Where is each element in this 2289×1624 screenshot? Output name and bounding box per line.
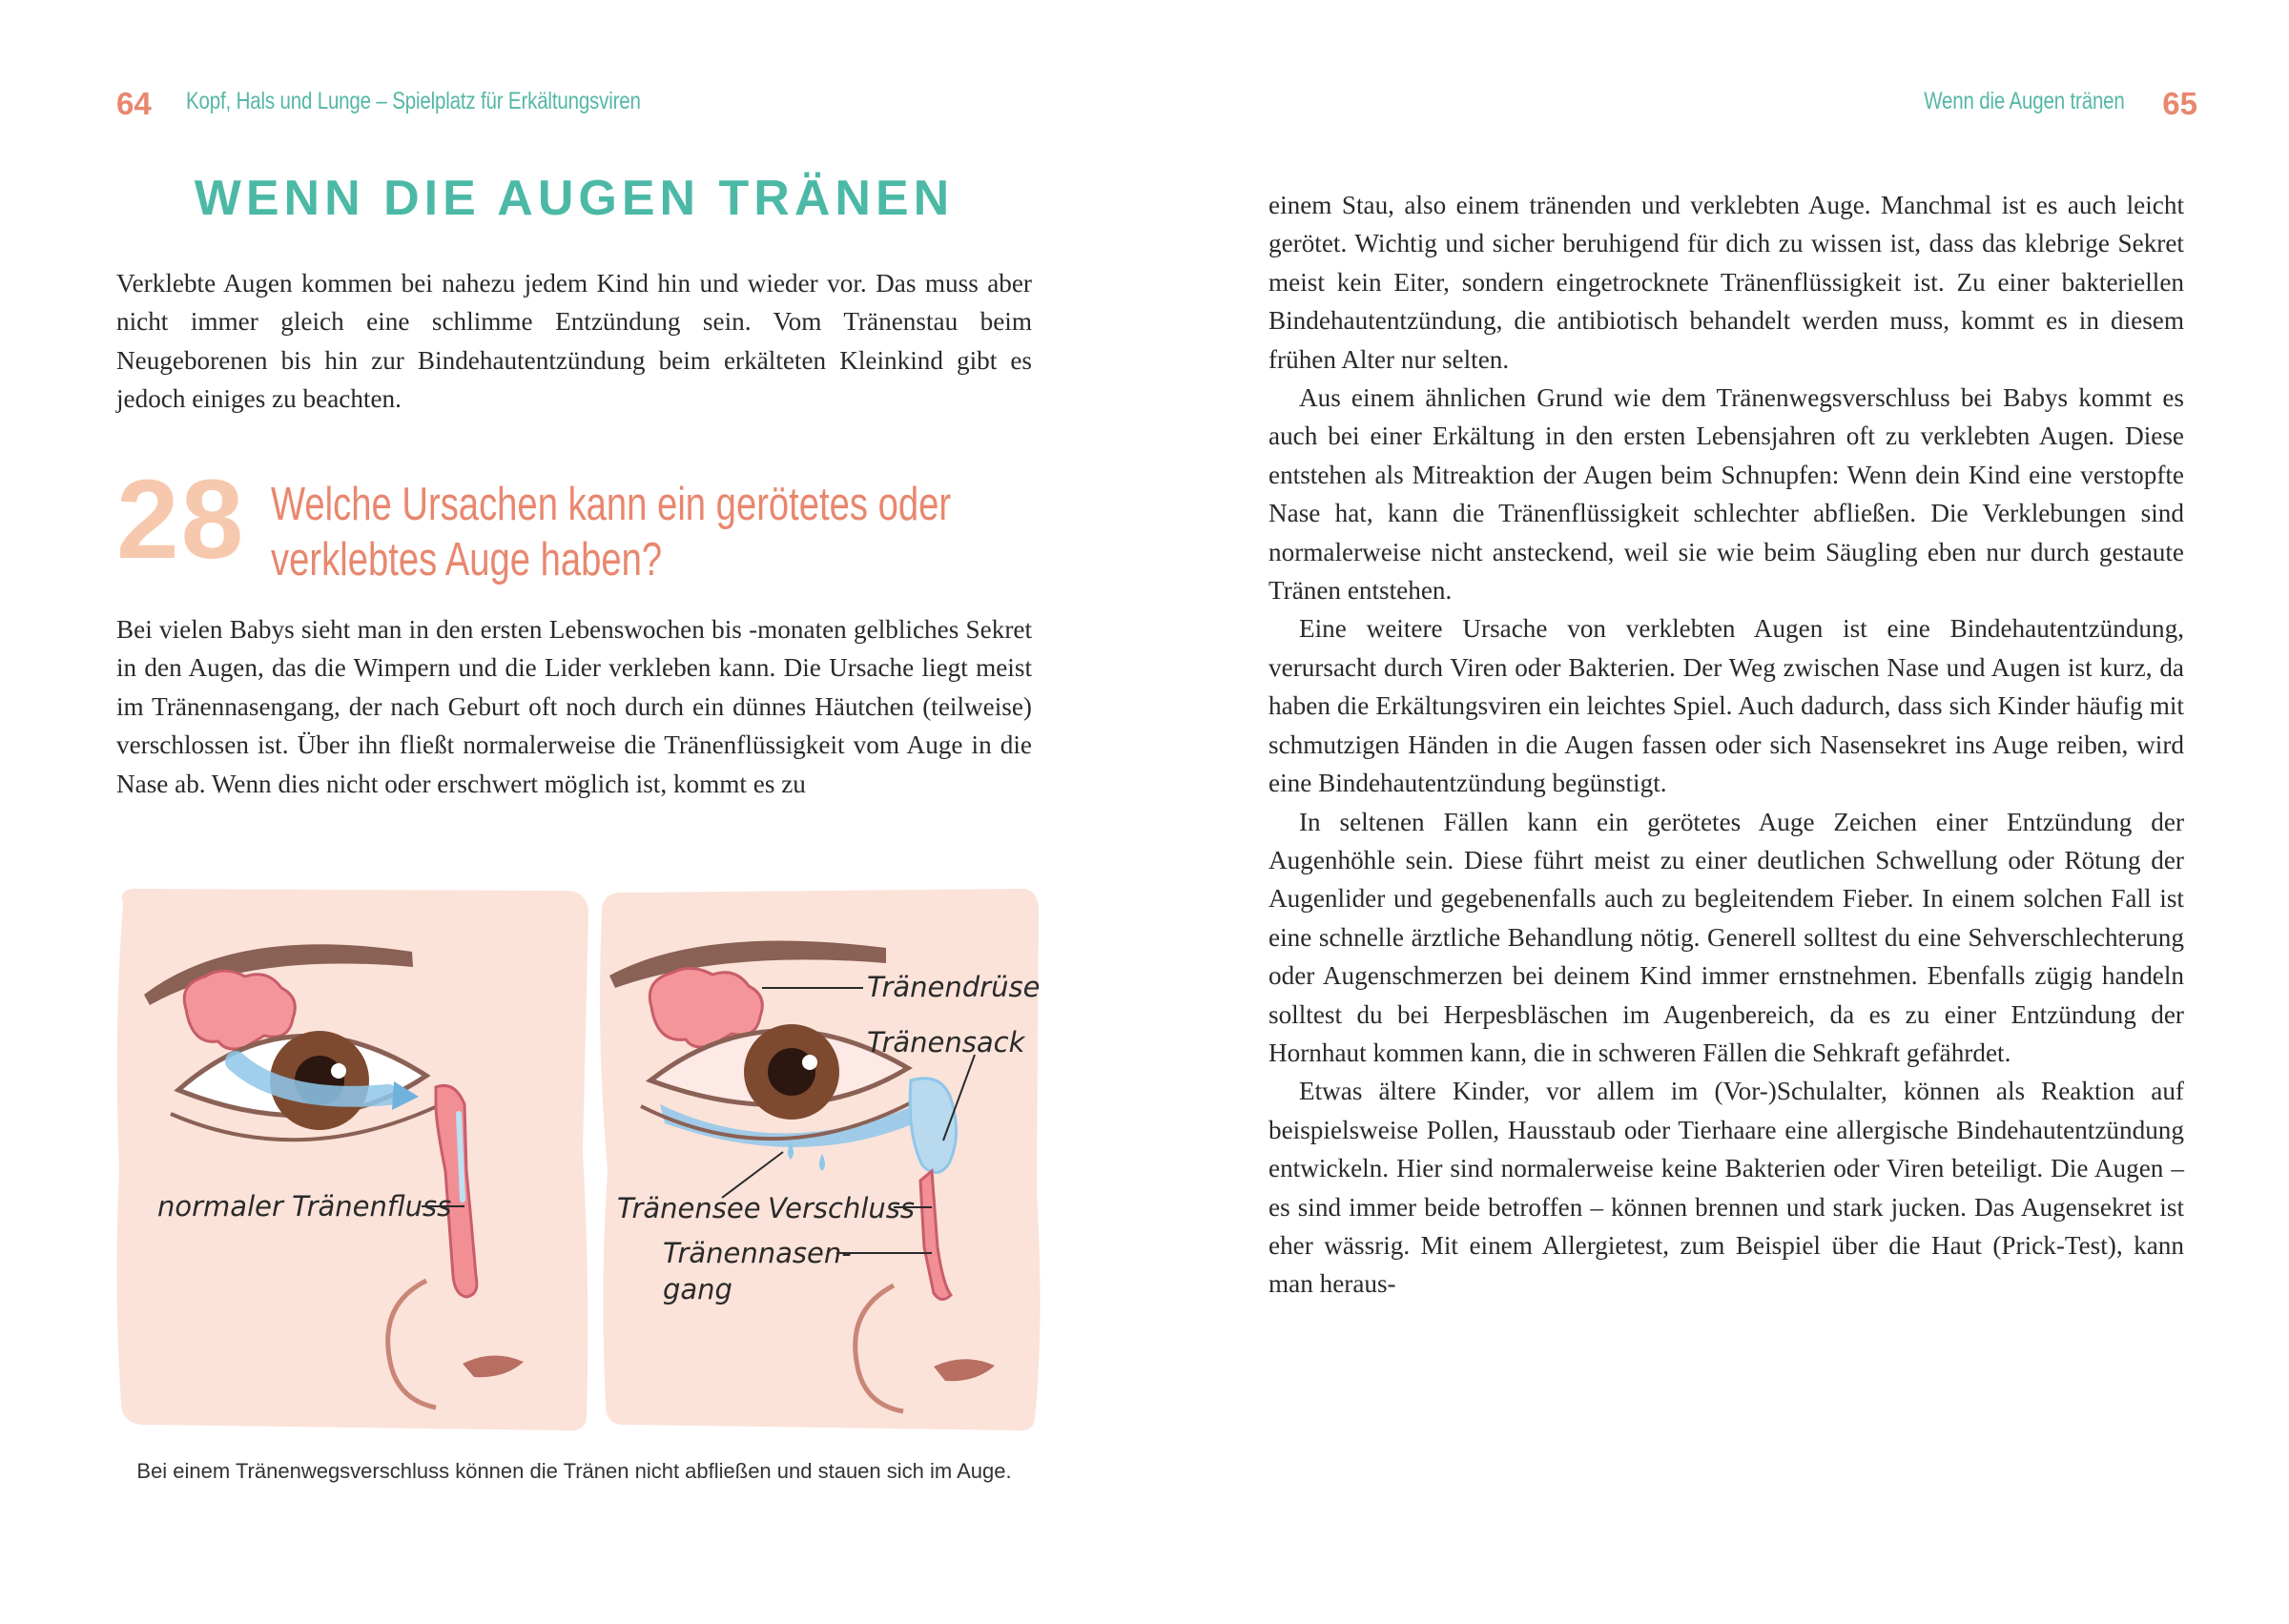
label-normal-flow: normaler Tränenfluss — [157, 1190, 452, 1223]
paragraph: einem Stau, also einem tränenden und verklebten Auge. Manchmal ist es auch leicht gerötet. Wichtig und sicher beruhigend für dich zu wissen ist, dass das klebrige Sekret meist kein Eiter, sondern eingetrocknete Tränenflüssigkeit ist. Zu einer bakteriellen Bindehautentzündung, die antibiotisch behandelt werden muss, kommt es in diesem frühen Alter nur selten. — [1268, 191, 2184, 374]
paragraph: Aus einem ähnlichen Grund wie dem Tränenwegsverschluss bei Babys kommt es auch bei einer Erkältung in den ersten Lebensjahren oft zu verklebten Augen. Diese entstehen als Mitreaktion der Augen beim Schnupfen: Wenn dein Kind eine verstopfte Nase hat, kann die Tränenflüssigkeit schlechter abfließen. Die Verklebungen sind normalerweise nicht ansteckend, weil sie wie beim Säugling eben nur durch gestaute Tränen entstehen. — [1268, 383, 2184, 606]
tear-flow-in-duct — [459, 1114, 463, 1200]
page-number-right: 65 — [2162, 86, 2197, 121]
label-sac: Tränensack — [867, 1026, 1025, 1059]
answer-paragraph: Bei vielen Babys sieht man in den ersten Lebenswochen bis -monaten gelbliches Sekret in den Augen, das die Wimpern und die Lider verkleben kann. Die Ursache liegt meist im Tränennasengang, der nach Geburt oft noch durch ein dünnes Häutchen (teilweise) verschlossen ist. Über ihn fließt normalerweise die Tränenflüssigkeit vom Auge in die Nase ab. Wenn dies nicht oder erschwert möglich ist, kommt es zu — [116, 615, 1032, 798]
label-gland: Tränendrüse — [867, 971, 1041, 1003]
eye-glint-blocked — [802, 1055, 817, 1070]
paragraph: In seltenen Fällen kann ein gerötetes Auge Zeichen einer Entzündung der Augenhöhle sein. Diese führt meist zu einer deutlichen Schwellung oder Rötung der Augenlider und gegebenenfalls auch zu begleitendem Fieber. In einem solchen Fall ist eine schnelle ärztliche Behandlung nötig. Generell solltest du eine Sehverschlechterung oder Augenschmerzen bei deinem Kind immer ernstnehmen. Ebenfalls zügig handeln solltest du bei Herpesbläschen im Augenbereich, da es zu einer Entzündung der Hornhaut kommen kann, die in schweren Fällen die Sehkraft gefährdet. — [1268, 807, 2184, 1067]
question-heading — [116, 457, 1032, 587]
left-page — [0, 0, 1144, 1624]
tear-duct-illustration — [112, 885, 1041, 1436]
intro-paragraph: Verklebte Augen kommen bei nahezu jedem Kind hin und wieder vor. Das muss aber nicht immer gleich eine schlimme Entzündung sein. Vom Tränenstau beim Neugeborenen bis hin zur Bindehautentzündung beim erkälteten Kleinkind gibt es jedoch einiges zu beachten. — [116, 269, 1032, 414]
running-head-left: Kopf, Hals und Lunge – Spielplatz für Erkältungsviren — [186, 88, 641, 114]
figure-caption: Bei einem Tränenwegsverschluss können die Tränen nicht abfließen und stauen sich im Auge. — [136, 1459, 1012, 1483]
question-number: 28 — [116, 457, 246, 583]
running-head-right: Wenn die Augen tränen — [1924, 88, 2125, 114]
right-page — [1144, 0, 2289, 1624]
section-title: WENN DIE AUGEN TRÄNEN — [194, 171, 955, 226]
right-column-text — [1268, 186, 2184, 1304]
label-duct-line-1: Tränennasen- — [663, 1237, 852, 1269]
question-text-line-1: Welche Ursachen kann ein gerötetes oder — [271, 479, 952, 530]
label-blockage: Verschluss — [768, 1192, 915, 1224]
paragraph: Etwas ältere Kinder, vor allem im (Vor-)Schulalter, können als Reaktion auf beispielsweise Pollen, Hausstaub oder Tierhaare eine allergische Bindehautentzündung entwickeln. Hier sind normalerweise keine Bakterien oder Viren beteiligt. Die Augen – es sind immer beide betroffen – können brennen und stark jucken. Das Augensekret ist eher wässrig. Mit einem Allergietest, zum Beispiel über die Haut (Prick-Test), kann man heraus- — [1268, 1077, 2184, 1299]
question-text-line-2: verklebtes Auge haben? — [271, 534, 663, 586]
label-duct-line-2: gang — [663, 1273, 732, 1305]
question-text — [271, 477, 952, 587]
page-number-left: 64 — [116, 86, 152, 121]
paragraph: Eine weitere Ursache von verklebten Augen ist eine Bindehautentzündung, verursacht durch Viren oder Bakterien. Der Weg zwischen Nase und Augen ist kurz, da haben die Erkältungsviren ein leichtes Spiel. Auch dadurch, dass sich Kinder häufig mit schmutzigen Händen in die Augen fassen oder sich Nasensekret ins Auge reiben, wird eine Bindehautentzündung begünstigt. — [1268, 614, 2184, 798]
tear-duct-diagram — [112, 885, 1041, 1436]
eye-glint-normal — [331, 1063, 346, 1079]
label-lake: Tränensee — [617, 1192, 761, 1224]
